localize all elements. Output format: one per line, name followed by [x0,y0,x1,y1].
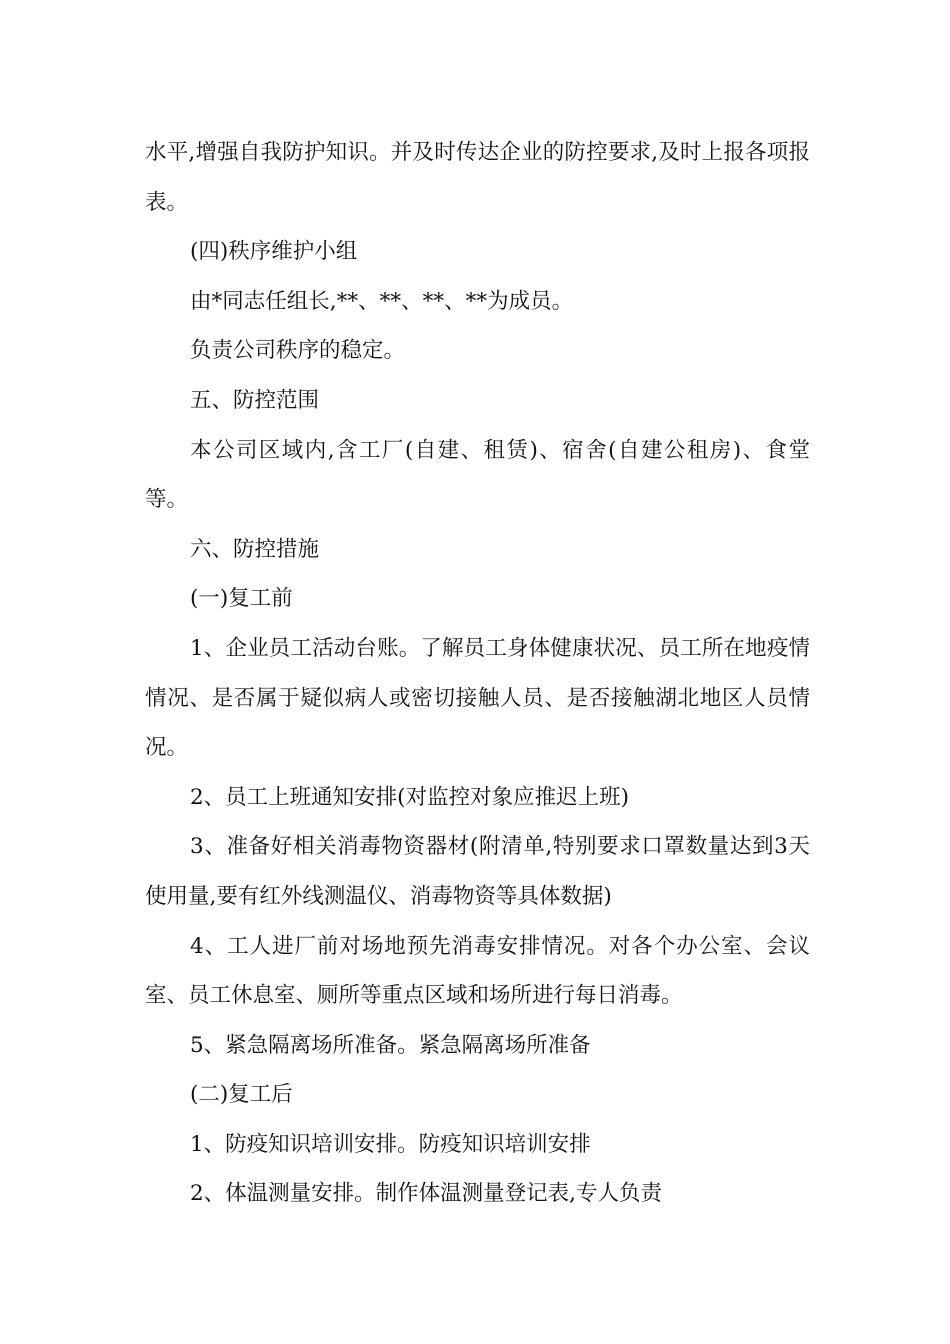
paragraph: 负责公司秩序的稳定。 [190,338,406,364]
document-body [145,128,810,1219]
section-heading: (四)秩序维护小组 [190,239,358,265]
list-item: 2、员工上班通知安排(对监控对象应推迟上班) [190,784,629,810]
section-heading: 五、防控范围 [190,387,320,413]
section-heading: 六、防控措施 [190,536,320,562]
list-item: 3、准备好相关消毒物资器材(附清单,特别要求口罩数量达到3天使用量,要有红外线测温仪、消毒物资等具体数据) [145,834,810,909]
list-item: 1、防疫知识培训安排。防疫知识培训安排 [190,1131,591,1157]
section-heading: (二)复工后 [190,1082,293,1108]
list-item: 4、工人进厂前对场地预先消毒安排情况。对各个办公室、会议室、员工休息室、厕所等重点区域和场所进行每日消毒。 [145,933,810,1009]
paragraph: 本公司区域内,含工厂(自建、租赁)、宿舍(自建公租房)、食堂等。 [145,437,810,513]
list-item: 1、企业员工活动台账。了解员工身体健康状况、员工所在地疫情情况、是否属于疑似病人或密切接触人员、是否接触湖北地区人员情况。 [145,635,810,761]
paragraph: 由*同志任组长,**、**、**、**为成员。 [190,288,574,314]
paragraph: 水平,增强自我防护知识。并及时传达企业的防控要求,及时上报各项报表。 [145,140,810,215]
list-item: 2、体温测量安排。制作体温测量登记表,专人负责 [190,1181,663,1207]
section-heading: (一)复工前 [190,586,293,612]
list-item: 5、紧急隔离场所准备。紧急隔离场所准备 [190,1032,591,1058]
